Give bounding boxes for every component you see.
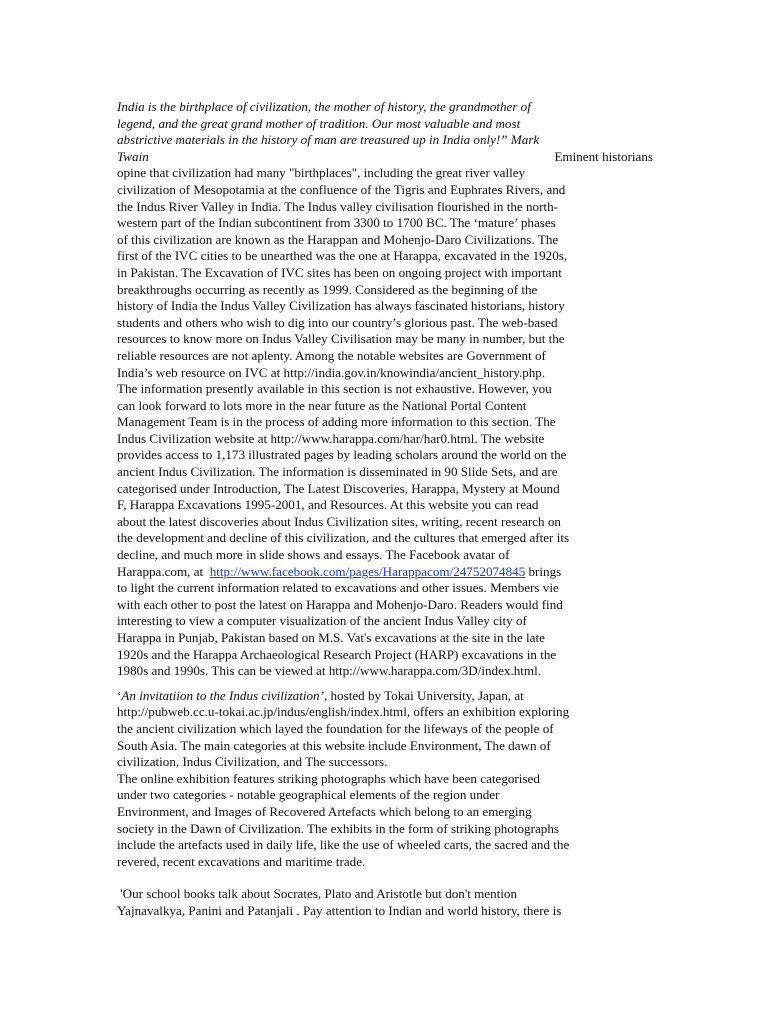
text-line: Harappa in Punjab, Pakistan based on M.S. Vat's excavations at the site in the late	[117, 630, 545, 645]
text-line: with each other to post the latest on Harappa and Mohenjo-Daro. Readers would find	[117, 596, 563, 612]
text-line: opine that civilization had many "birthplaces", including the great river valley	[117, 165, 526, 181]
text-line: include the artefacts used in daily life, like the use of wheeled carts, the sacred and the	[117, 837, 570, 853]
text-line: The information presently available in this section is not exhaustive. However, you	[117, 381, 552, 397]
facebook-line	[117, 564, 653, 581]
text-line: the development and decline of this civilization, and the cultures that emerged after its	[117, 530, 570, 546]
facebook-link[interactable]: http://www.facebook.com/pages/Harappacom/24752074845	[209, 563, 526, 579]
document-page	[117, 99, 653, 920]
text-line: about the latest discoveries about Indus Civilization sites, writing, recent research on	[117, 513, 561, 529]
text-line: the Indus River Valley in India. The Indus valley civilisation flourished in the north-	[117, 198, 558, 214]
text-fragment: , hosted by Tokai University, Japan, at	[323, 687, 524, 703]
paragraph-invitation	[117, 688, 653, 771]
text-line: can look forward to lots more in the near future as the National Portal Content	[117, 397, 527, 413]
text-line: ancient Indus Civilization. The information is disseminated in 90 Slide Sets, and are	[117, 464, 558, 480]
text-line: civilization of Mesopotamia at the confluence of the Tigris and Euphrates Rivers, and	[117, 181, 566, 197]
quote-author-line	[117, 149, 653, 166]
text-line: provides access to 1,173 illustrated pages by leading scholars around the world on the	[117, 447, 567, 463]
text-line: Indus Civilization website at http://www.harappa.com/har/har0.html. The website	[117, 430, 545, 446]
quote-line: India is the birthplace of civilization, the mother of history, the grandmother of	[117, 99, 531, 114]
text-line: western part of the Indian subcontinent from 3300 to 1700 BC. The ‘mature’ phases	[117, 215, 556, 231]
text-line: under two categories - notable geographical elements of the region under	[117, 787, 500, 803]
quote-line: legend, and the great grand mother of tradition. Our most valuable and most	[117, 115, 521, 131]
text-line: the ancient civilization which layed the foundation for the lifeways of the people of	[117, 720, 554, 736]
paragraph-historians	[117, 165, 653, 679]
text-line: http://pubweb.cc.u-tokai.ac.jp/indus/english/index.html, offers an exhibition exploring	[117, 704, 570, 720]
quote-author: Twain	[117, 148, 149, 164]
text-line: civilization, Indus Civilization, and The successors.	[117, 754, 388, 770]
text-line: F, Harappa Excavations 1995-2001, and Resources. At this website you can read	[117, 497, 539, 513]
text-line: first of the IVC cities to be unearthed was the one at Harappa, excavated in the 1920s,	[117, 248, 568, 264]
text-line: to light the current information related to excavations and other issues. Members vie	[117, 580, 559, 596]
text-line: history of India the Indus Valley Civilization has always fascinated historians, history	[117, 298, 565, 314]
quote-block	[117, 99, 653, 165]
text-line: in Pakistan. The Excavation of IVC sites has been on ongoing project with important	[117, 264, 562, 280]
text-line: The online exhibition features striking photographs which have been categorised	[117, 770, 540, 786]
text-line: 'Our school books talk about Socrates, Plato and Aristotle but don't mention	[117, 886, 518, 902]
paragraph-continuation: Eminent historians	[554, 148, 653, 164]
text-line: students and others who wish to dig into our country’s glorious past. The web-based	[117, 314, 558, 330]
text-line: revered, recent excavations and maritime trade.	[117, 853, 366, 869]
exhibition-title: An invitatiion to the Indus civilization’	[121, 687, 324, 703]
paragraph-exhibition	[117, 771, 653, 871]
text-line: Management Team is in the process of adding more information to this section. The	[117, 414, 556, 430]
text-line: society in the Dawn of Civilization. The exhibits in the form of striking photographs	[117, 820, 559, 836]
text-line: South Asia. The main categories at this website include Environment, The dawn of	[117, 737, 551, 753]
text-line: 1920s and the Harappa Archaeological Research Project (HARP) excavations in the	[117, 646, 557, 662]
text-line: decline, and much more in slide shows and essays. The Facebook avatar of	[117, 547, 510, 563]
text-fragment: Harappa.com, at	[117, 563, 210, 579]
paragraph-school-books	[117, 886, 653, 919]
text-line: reliable resources are not aplenty. Among the notable websites are Government of	[117, 347, 546, 363]
text-line: interesting to view a computer visualization of the ancient Indus Valley city of	[117, 613, 527, 629]
open-quote: ‘	[117, 687, 122, 703]
text-line: India’s web resource on IVC at http://india.gov.in/knowindia/ancient_history.php.	[117, 364, 546, 380]
text-line: 1980s and 1990s. This can be viewed at http://www.harappa.com/3D/index.html.	[117, 663, 542, 679]
text-line: categorised under Introduction, The Latest Discoveries, Harappa, Mystery at Mound	[117, 480, 560, 496]
text-line	[117, 688, 653, 705]
text-line: of this civilization are known as the Harappan and Mohenjo-Daro Civilizations. The	[117, 231, 559, 247]
text-line: resources to know more on Indus Valley Civilisation may be many in number, but the	[117, 331, 565, 347]
text-line: Yajnavalkya, Panini and Patanjali . Pay attention to Indian and world history, there is	[117, 902, 562, 918]
text-fragment: brings	[525, 563, 562, 579]
quote-line: abstrictive materials in the history of man are treasured up in India only!” Mark	[117, 132, 540, 148]
text-line: breakthroughs occurring as recently as 1999. Considered as the beginning of the	[117, 281, 538, 297]
text-line: Environment, and Images of Recovered Artefacts which belong to an emerging	[117, 803, 532, 819]
